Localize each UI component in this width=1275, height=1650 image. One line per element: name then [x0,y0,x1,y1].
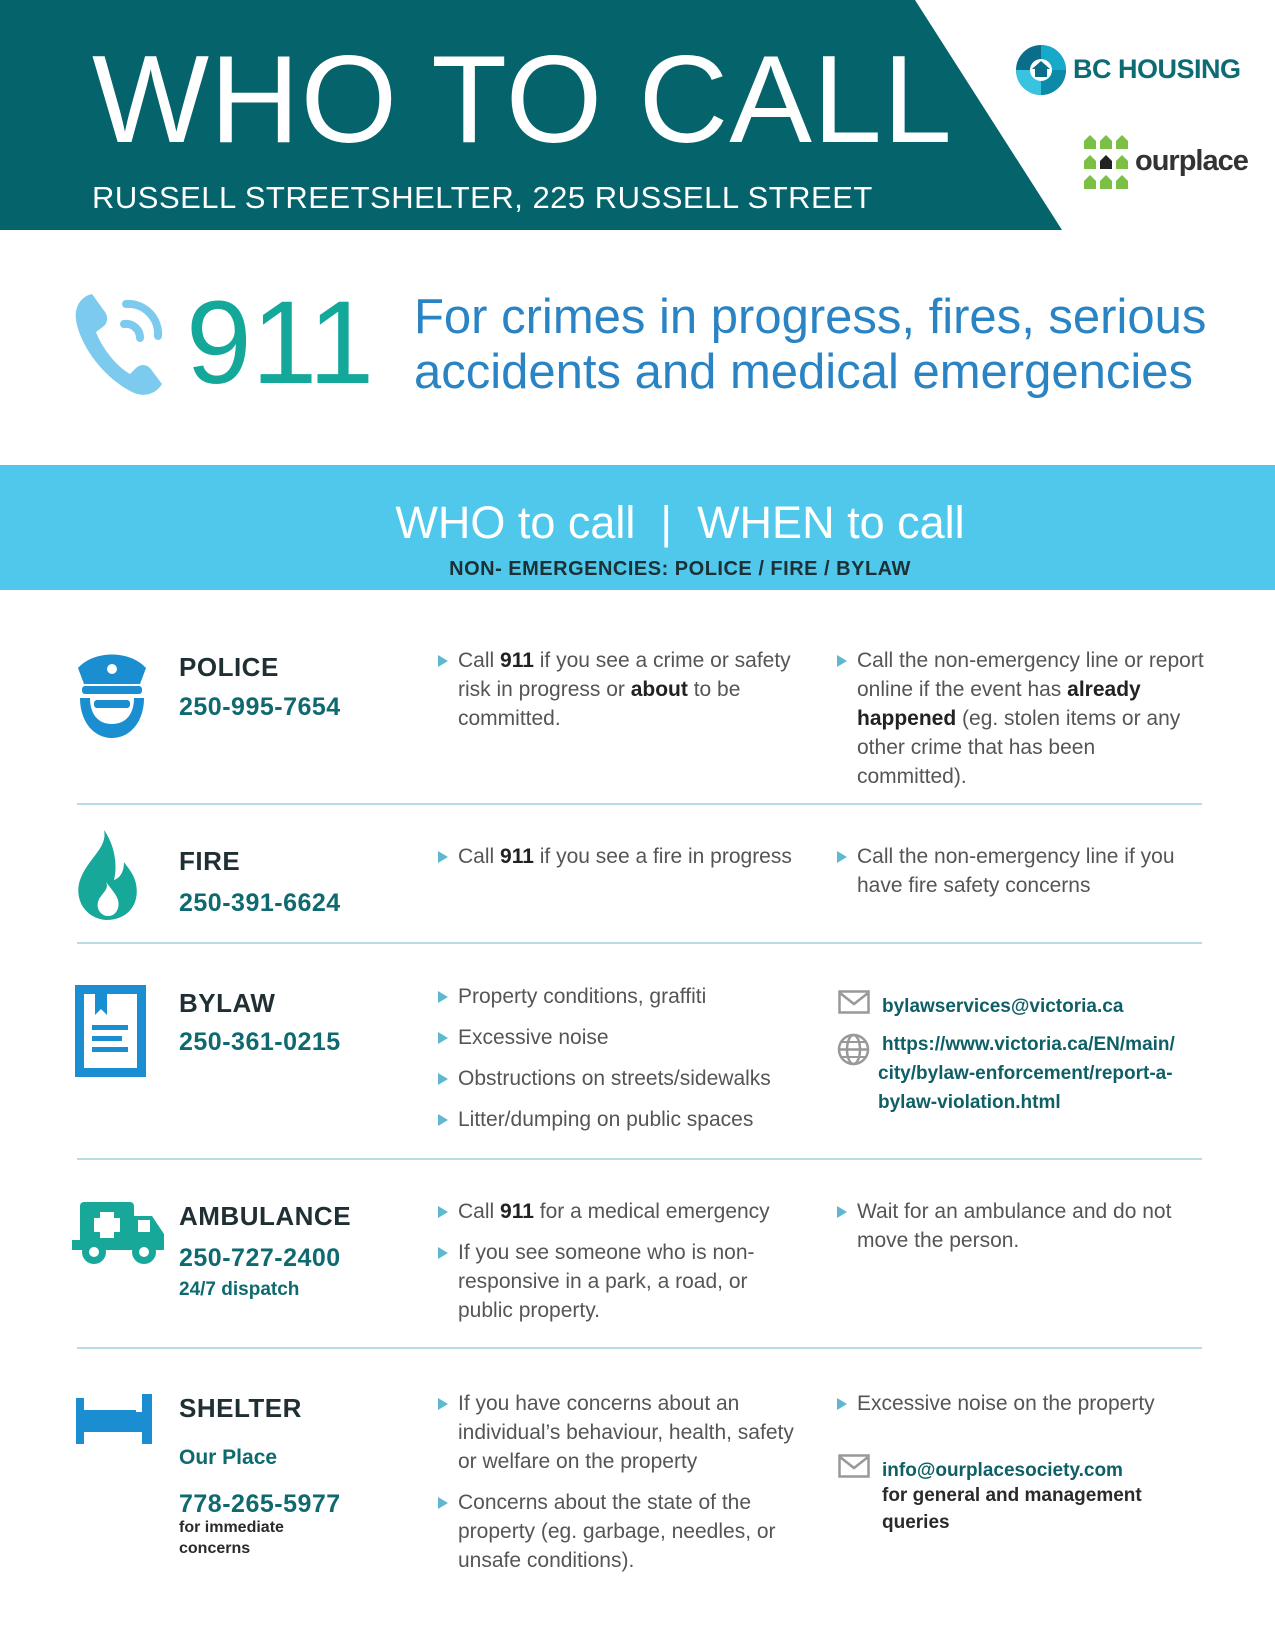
police-when-nonemergency: Call the non-emergency line or report online if the event has already happened (eg. stolen items or any other crime that has been committed). [835,646,1207,791]
bylaw-name: BYLAW [179,988,276,1018]
fire-when-nonemergency: Call the non-emergency line if you have fire safety concerns [835,842,1195,900]
bc-housing-logo-icon [1015,44,1067,96]
emergency-number: 911 [186,277,375,409]
list-item: Concerns about the state of the property (eg. garbage, needles, or unsafe conditions). [436,1488,806,1575]
ourplace-logo-text: ourplace [1135,145,1248,177]
police-phone[interactable]: 250-995-7654 [179,693,341,721]
row-divider [77,803,1202,805]
ambulance-phone[interactable]: 250-727-2400 [179,1244,341,1272]
shelter-org: Our Place [179,1446,278,1469]
shelter-email-link[interactable]: info@ourplacesociety.com [882,1460,1123,1481]
shelter-phone[interactable]: 778-265-5977 [179,1490,341,1518]
shelter-name: SHELTER [179,1393,302,1423]
band-title: WHO to call | WHEN to call [395,497,965,548]
flame-icon [74,828,140,922]
band-subtitle: NON- EMERGENCIES: POLICE / FIRE / BYLAW [449,558,911,580]
phone-icon [70,290,170,400]
shelter-email-note: for general and management queries [882,1485,1142,1533]
bylaw-phone[interactable]: 250-361-0215 [179,1028,341,1056]
fire-name: FIRE [179,846,241,876]
ambulance-note: 24/7 dispatch [179,1279,300,1300]
ambulance-when-wait: Wait for an ambulance and do not move the person. [835,1197,1195,1255]
row-divider [77,1347,1202,1349]
list-item: Obstructions on streets/sidewalks [436,1064,796,1093]
ambulance-name: AMBULANCE [179,1201,352,1231]
fire-when-911: Call 911 if you see a fire in progress [436,842,796,871]
list-item: Excessive noise [436,1023,796,1052]
ambulance-icon [72,1202,164,1266]
list-item: If you have concerns about an individual’s behaviour, health, safety or welfare on the property [436,1389,806,1476]
mail-icon [838,990,870,1014]
page-title: WHO TO CALL [92,31,953,169]
police-officer-icon [74,648,150,742]
bc-housing-logo-text: BC HOUSING [1073,54,1241,84]
bylaw-report-url-link[interactable]: https://www.victoria.ca/EN/main/ city/bylaw-enforcement/report-a- bylaw-violation.html [878,1034,1175,1113]
fire-phone[interactable]: 250-391-6624 [179,889,341,917]
shelter-noise-item: Excessive noise on the property [835,1389,1195,1418]
row-divider [77,942,1202,944]
list-item: Litter/dumping on public spaces [436,1105,796,1134]
mail-icon [838,1454,870,1478]
list-item: Property conditions, graffiti [436,982,796,1011]
emergency-description: For crimes in progress, fires, serious accidents and medical emergencies [414,290,1207,399]
page-subtitle: RUSSELL STREETSHELTER, 225 RUSSELL STREET [92,180,873,215]
ambulance-when-911: Call 911 for a medical emergency If you see someone who is non-responsive in a park, a road, or public property. [436,1197,796,1325]
bylaw-email-link[interactable]: bylawservices@victoria.ca [882,996,1124,1017]
bylaw-issues-list [436,982,796,1134]
shelter-note: for immediate concerns [179,1519,284,1557]
globe-icon [837,1033,870,1066]
police-name: POLICE [179,652,279,682]
document-icon [75,985,146,1077]
row-divider [77,1158,1202,1160]
shelter-concerns-list [436,1389,806,1575]
police-when-911: Call 911 if you see a crime or safety risk in progress or about to be committed. [436,646,796,733]
bed-icon [76,1394,160,1444]
ourplace-logo-icon [1082,133,1132,193]
